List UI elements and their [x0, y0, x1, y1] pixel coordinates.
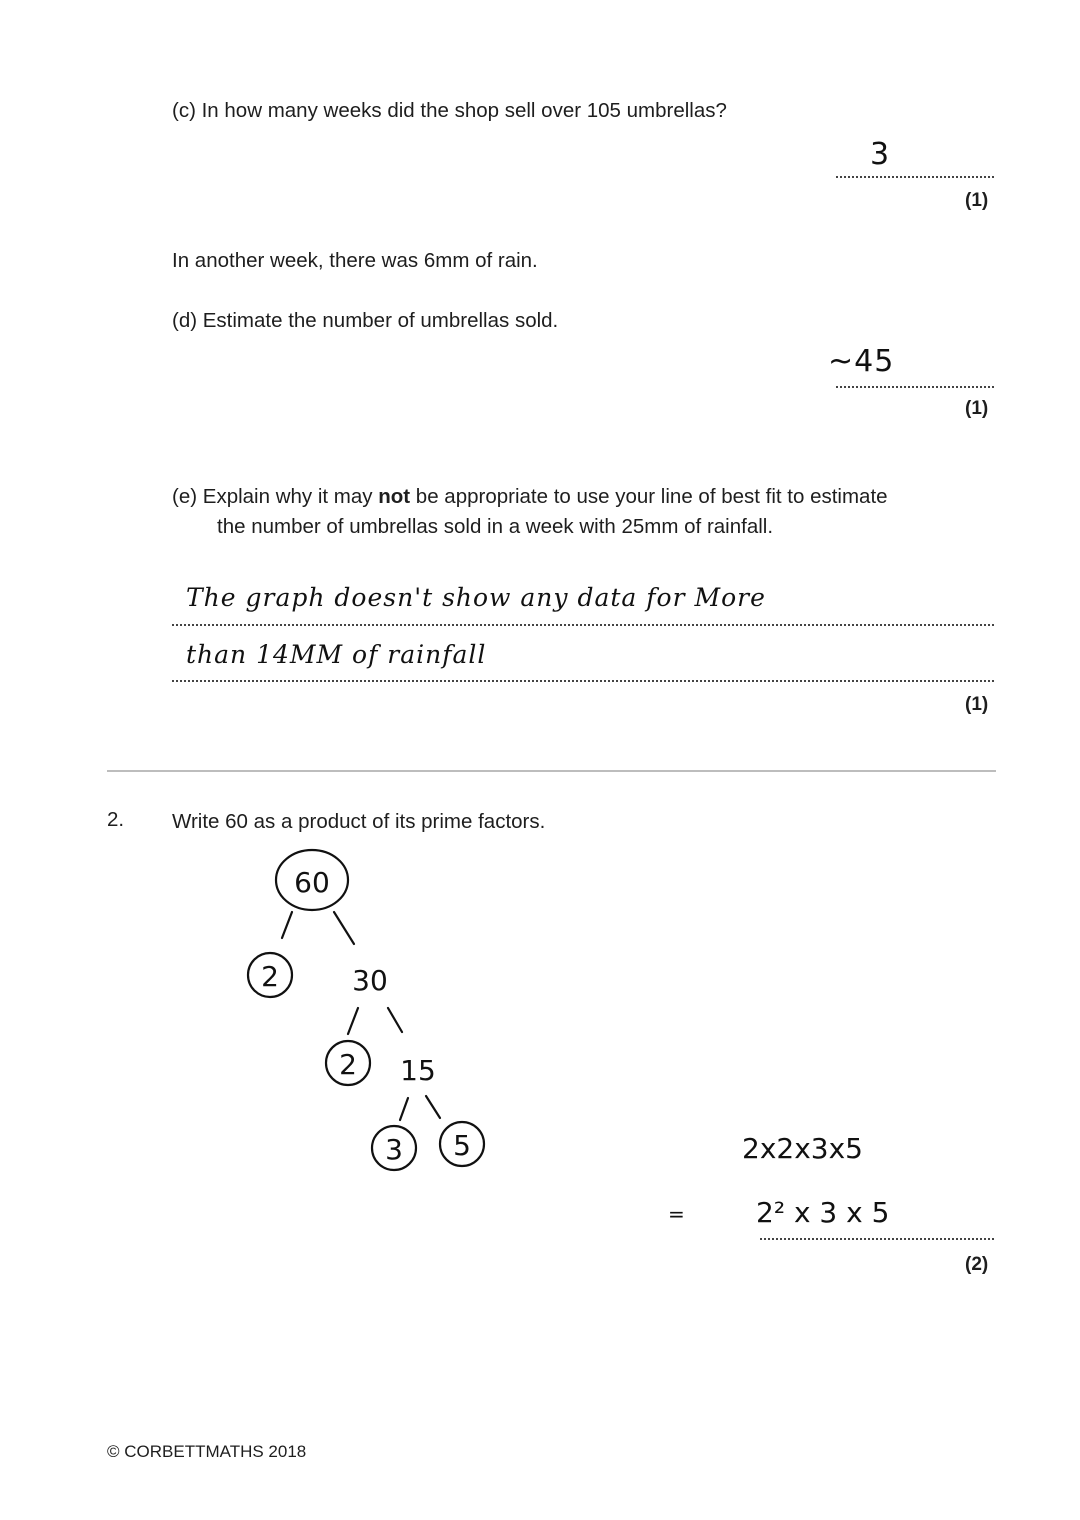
- marks-q2: (2): [965, 1254, 989, 1275]
- tree-left-2: 2: [339, 1048, 357, 1081]
- footer-copyright: © CORBETTMATHS 2018: [107, 1442, 307, 1461]
- answer-c-line: [836, 176, 994, 178]
- tree-left-3: 3: [385, 1133, 403, 1166]
- q2-equals-mark: =: [668, 1202, 685, 1226]
- context-line: In another week, there was 6mm of rain.: [172, 249, 538, 272]
- question-d: (d) Estimate the number of umbrellas sold.: [172, 309, 559, 332]
- tree-right-1: 30: [352, 964, 388, 997]
- question-c: (c) In how many weeks did the shop sell over 105 umbrellas?: [172, 99, 727, 122]
- answer-e-line2: than 14MM of rainfall: [186, 640, 487, 669]
- tree-root-value: 60: [294, 866, 330, 899]
- question-e-label: (e): [172, 485, 198, 508]
- tree-right-2: 15: [400, 1054, 436, 1087]
- question-e-text-before: Explain why it may: [202, 485, 379, 508]
- answer-e-dotline2: [172, 680, 994, 682]
- marks-d: (1): [965, 398, 989, 419]
- section-divider: [107, 770, 996, 772]
- factor-tree: [230, 840, 510, 1210]
- answer-d: ~45: [828, 344, 895, 379]
- q2-answer-line: [760, 1238, 994, 1240]
- q2-working-line: 2x2x3x5: [742, 1132, 863, 1165]
- question-e-bold: not: [378, 485, 411, 508]
- answer-d-line: [836, 386, 994, 388]
- question-2-text: Write 60 as a product of its prime factors.: [172, 810, 546, 833]
- tree-branch: [388, 1008, 402, 1032]
- marks-e: (1): [965, 694, 989, 715]
- question-e-text-after: be appropriate to use your line of best fit to estimate: [410, 485, 888, 508]
- question-e: [172, 482, 1012, 512]
- q2-answer: 2² x 3 x 5: [756, 1196, 890, 1229]
- tree-branch: [282, 912, 292, 938]
- marks-c: (1): [965, 190, 989, 211]
- answer-e-dotline1: [172, 624, 994, 626]
- answer-e-line1: The graph doesn't show any data for More: [186, 583, 766, 612]
- question-2-number: 2.: [107, 808, 125, 831]
- tree-branch: [348, 1008, 358, 1034]
- tree-branch: [426, 1096, 440, 1118]
- answer-c: 3: [870, 137, 891, 172]
- question-e-line2: the number of umbrellas sold in a week with 25mm of rainfall.: [217, 515, 774, 538]
- tree-right-3: 5: [453, 1129, 471, 1162]
- tree-left-1: 2: [261, 960, 279, 993]
- tree-branch: [400, 1098, 408, 1120]
- tree-branch: [334, 912, 354, 944]
